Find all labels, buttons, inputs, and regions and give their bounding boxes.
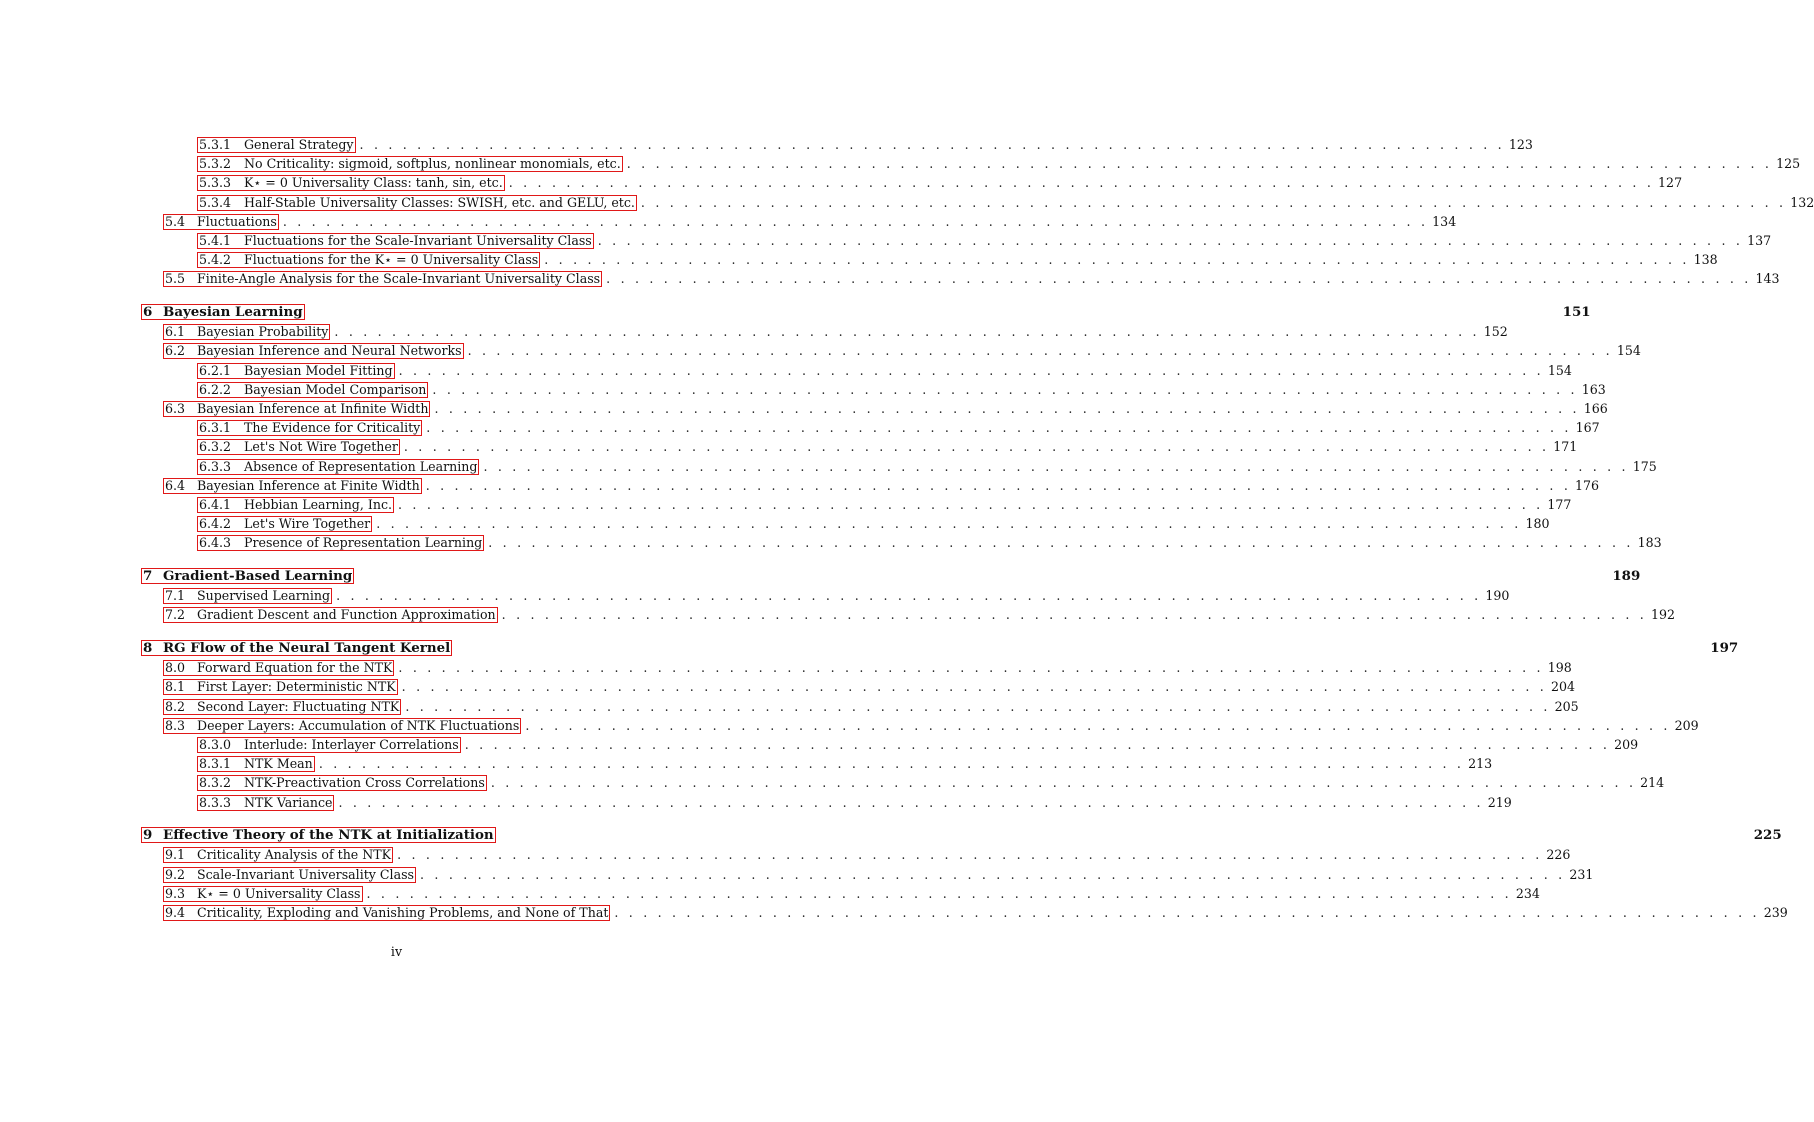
toc-entry-title: Scale-Invariant Universality Class	[197, 866, 415, 882]
toc-section-row	[141, 845, 1571, 864]
toc-entry-number: 5.3.4	[199, 194, 232, 210]
dot-leader: . . . . . . . . . . . . . . . . . . . . . . . . . . . . . . . . . . . . . . . . . . . . . . . . . . . . . . . . . . . . . . . . . . . . . . . . . . . . . . . .	[318, 756, 1465, 772]
toc-section-row	[141, 716, 1699, 735]
toc-page-number: 234	[1515, 885, 1540, 901]
toc-page-number: 137	[1747, 232, 1772, 248]
toc-entry-title: Supervised Learning	[197, 588, 331, 604]
dot-leader: . . . . . . . . . . . . . . . . . . . . . . . . . . . . . . . . . . . . . . . . . . . . . . . . . . . . . . . . . . . . . . . . . . . . . . . . . . . . . . . .	[501, 607, 1647, 623]
toc-subsection-row	[141, 173, 1683, 192]
toc-entry-number: 8.3.3	[199, 794, 232, 810]
toc-page-number: 132	[1790, 194, 1814, 210]
toc-entry-title: Bayesian Model Fitting	[244, 362, 393, 378]
toc-page-number: 219	[1487, 794, 1512, 810]
toc-page-number: 125	[1776, 156, 1801, 172]
toc-section-row	[141, 865, 1594, 884]
toc-subsection-row	[141, 380, 1606, 399]
toc-subsection-row	[141, 154, 1801, 173]
toc-entry-title: Presence of Representation Learning	[244, 535, 483, 551]
toc-link[interactable]	[163, 699, 401, 715]
toc-page-number: 214	[1640, 775, 1665, 791]
dot-leader: . . . . . . . . . . . . . . . . . . . . . . . . . . . . . . . . . . . . . . . . . . . . . . . . . . . . . . . . . . . . . . . . . . . . . . . . . . . . . . . .	[606, 271, 1752, 287]
toc-entry-number: 6.2.2	[199, 381, 232, 397]
toc-link[interactable]	[163, 401, 430, 417]
toc-link[interactable]	[197, 137, 356, 153]
toc-page-number: 204	[1550, 679, 1576, 695]
toc-entry-title: The Evidence for Criticality	[244, 420, 421, 436]
toc-entry-number: 8.0	[165, 660, 186, 676]
toc-page-number: 198	[1547, 660, 1572, 676]
dot-leader: . . . . . . . . . . . . . . . . . . . . . . . . . . . . . . . . . . . . . . . . . . . . . . . . . . . . . . . . . . . . . . . . . . . . . . . . . . . . . . . .	[488, 535, 1634, 551]
toc-page-number: 167	[1575, 420, 1600, 436]
dot-leader: . . . . . . . . . . . . . . . . . . . . . . . . . . . . . . . . . . . . . . . . . . . . . . . . . . . . . . . . . . . . . . . . . . . . . . . . . . . . . . . .	[376, 516, 1522, 532]
toc-link[interactable]	[197, 497, 394, 513]
toc-entry-number: 5.3.3	[199, 175, 232, 191]
toc-section-row	[141, 605, 1676, 624]
toc-section-row	[141, 322, 1508, 341]
toc-entry-title: Bayesian Model Comparison	[244, 381, 427, 397]
dot-leader: . . . . . . . . . . . . . . . . . . . . . . . . . . . . . . . . . . . . . . . . . . . . . . . . . . . . . . . . . . . . . . . . . . . . . . . . . . . . . . . .	[398, 496, 1544, 512]
dot-leader: . . . . . . . . . . . . . . . . . . . . . . . . . . . . . . . . . . . . . . . . . . . . . . . . . . . . . . . . . . . . . . . . . . . . . . . . . . . . . . . .	[336, 588, 1482, 604]
toc-link[interactable]	[163, 588, 332, 604]
toc-entry-number: 8.1	[165, 679, 186, 695]
toc-link[interactable]	[197, 195, 637, 211]
toc-entry-title: Half-Stable Universality Classes: SWISH, etc. and GELU, etc.	[244, 194, 635, 210]
toc-entry-number: 6.4	[165, 477, 186, 493]
toc-entry-title: Fluctuations for the Scale-Invariant Universality Class	[244, 232, 592, 248]
toc-entry-number: 6.4.2	[199, 516, 232, 532]
toc-subsection-row	[141, 457, 1657, 476]
toc-link[interactable]	[197, 252, 540, 268]
toc-entry-number: 5.3.1	[199, 137, 232, 152]
toc-entry-number: 5.4.2	[199, 252, 232, 268]
dot-leader: . . . . . . . . . . . . . . . . . . . . . . . . . . . . . . . . . . . . . . . . . . . . . . . . . . . . . . . . . . . . . . . . . . . . . . . . . . . . . . . .	[334, 324, 1480, 340]
toc-link[interactable]	[197, 175, 505, 191]
dot-leader: . . . . . . . . . . . . . . . . . . . . . . . . . . . . . . . . . . . . . . . . . . . . . . . . . . . . . . . . . . . . . . . . . . . . . . . . . . . . . . . .	[425, 477, 1572, 493]
toc-page-number: 209	[1614, 736, 1639, 752]
toc-entry-title: Criticality, Exploding and Vanishing Problems, and None of That	[197, 904, 609, 920]
toc-entry-number: 6.4.1	[199, 496, 232, 512]
toc-link[interactable]	[141, 568, 354, 584]
toc-entry-number: 6.2	[165, 343, 186, 359]
toc-subsection-row	[141, 533, 1662, 552]
toc-link[interactable]	[141, 640, 452, 656]
toc-entry-title: Fluctuations	[197, 213, 277, 229]
toc-subsection-row	[141, 773, 1665, 792]
dot-leader: . . . . . . . . . . . . . . . . . . . . . . . . . . . . . . . . . . . . . . . . . . . . . . . . . . . . . . . . . . . . . . . . . . . . . . . . . . . . . . . .	[434, 400, 1580, 416]
toc-page-number: 190	[1485, 588, 1510, 604]
toc-link[interactable]	[197, 439, 400, 455]
toc-chapter-row	[141, 639, 1739, 658]
toc-page-number: 143	[1755, 271, 1780, 287]
toc-page-number: 209	[1674, 717, 1699, 733]
toc-subsection-row	[141, 495, 1572, 514]
toc-subsection-row	[141, 735, 1639, 754]
toc-entry-number: 6.1	[165, 324, 186, 340]
toc-page-number: 154	[1616, 343, 1641, 359]
toc-entry-title: Gradient Descent and Function Approximation	[197, 607, 496, 623]
toc-entry-title: No Criticality: sigmoid, softplus, nonlinear monomials, etc.	[244, 156, 621, 172]
toc-entry-title: NTK-Preactivation Cross Correlations	[244, 775, 485, 791]
toc-link[interactable]	[197, 382, 428, 398]
toc-entry-title: Second Layer: Fluctuating NTK	[197, 698, 400, 714]
toc-link[interactable]	[197, 756, 315, 772]
toc-link[interactable]	[163, 343, 464, 359]
toc-entry-number: 5.5	[165, 271, 186, 287]
toc-link[interactable]	[163, 660, 394, 676]
toc-page-number: 134	[1432, 213, 1457, 229]
dot-leader: . . . . . . . . . . . . . . . . . . . . . . . . . . . . . . . . . . . . . . . . . . . . . . . . . . . . . . . . . . . . . . . . . . . . . . . . . . . . . . . .	[640, 194, 1787, 210]
toc-page-number: 138	[1693, 252, 1718, 268]
toc-link[interactable]	[197, 363, 395, 379]
dot-leader: . . . . . . . . . . . . . . . . . . . . . . . . . . . . . . . . . . . . . . . . . . . . . . . . . . . . . . . . . . . . . . . . . . . . . . . . . . . . . . . .	[508, 175, 1655, 191]
toc-page-number: 213	[1468, 756, 1493, 772]
toc-entry-number: 5.3.2	[199, 156, 232, 172]
toc-entry-title: Gradient-Based Learning	[163, 567, 353, 584]
toc-link[interactable]	[197, 420, 422, 436]
dot-leader: . . . . . . . . . . . . . . . . . . . . . . . . . . . . . . . . . . . . . . . . . . . . . . . . . . . . . . . . . . . . . . . . . . . . . . . . . . . . . . . .	[403, 439, 1550, 455]
toc-page-number: 171	[1553, 439, 1578, 455]
toc-entry-number: 9.2	[165, 866, 186, 882]
toc-entry-number: 6.3.1	[199, 420, 232, 436]
dot-leader: . . . . . . . . . . . . . . . . . . . . . . . . . . . . . . . . . . . . . . . . . . . . . . . . . . . . . . . . . . . . . . . . . . . . . . . . . . . . . . . .	[626, 156, 1773, 172]
toc-section-row	[141, 697, 1579, 716]
toc-entry-number: 8.3.0	[199, 736, 232, 752]
toc-link[interactable]	[197, 795, 334, 811]
toc-link[interactable]	[163, 271, 602, 287]
dot-leader: . . . . . . . . . . . . . . . . . . . . . . . . . . . . . . . . . . . . . . . . . . . . . . . . . . . . . . . . . . . . . . . . . . . . . . . . . . . . . . . .	[597, 232, 1744, 248]
dot-leader: . . . . . . . . . . . . . . . . . . . . . . . . . . . . . . . . . . . . . . . . . . . . . . . . . . . . . . . . . . . . . . . . . . . . . . . . . . . . . . . .	[426, 420, 1572, 436]
toc-link[interactable]	[197, 535, 484, 551]
toc-page-number: 231	[1569, 866, 1594, 882]
toc-link[interactable]	[163, 867, 416, 883]
dot-leader: . . . . . . . . . . . . . . . . . . . . . . . . . . . . . . . . . . . . . . . . . . . . . . . . . . . . . . . . . . . . . . . . . . . . . . . . . . . . . . . .	[397, 847, 1543, 863]
toc-link[interactable]	[163, 679, 398, 695]
toc-page-number: 189	[1612, 567, 1641, 584]
toc-entry-number: 9	[143, 827, 153, 844]
toc-page-number: 225	[1753, 827, 1782, 844]
dot-leader: . . . . . . . . . . . . . . . . . . . . . . . . . . . . . . . . . . . . . . . . . . . . . . . . . . . . . . . . . . . . . . . . . . . . . . . . . . . . . . . .	[405, 698, 1551, 714]
toc-link[interactable]	[197, 156, 623, 172]
toc-entry-number: 9.4	[165, 904, 186, 920]
toc-entry-title: Forward Equation for the NTK	[197, 660, 393, 676]
toc-entry-title: General Strategy	[244, 137, 354, 152]
dot-leader: . . . . . . . . . . . . . . . . . . . . . . . . . . . . . . . . . . . . . . . . . . . . . . . . . . . . . . . . . . . . . . . . . . . . . . . . . . . . . . . .	[432, 381, 1578, 397]
toc-entry-number: 6.3.3	[199, 458, 232, 474]
toc-entry-number: 6.4.3	[199, 535, 232, 551]
toc-entry-title: Let's Wire Together	[244, 516, 371, 532]
toc-entry-number: 5.4	[165, 213, 186, 229]
toc-page-number: 175	[1632, 458, 1657, 474]
toc-link[interactable]	[141, 304, 305, 320]
toc-link[interactable]	[163, 324, 330, 340]
toc-section-row	[141, 399, 1608, 418]
toc-section-row	[141, 884, 1540, 903]
toc-entry-title: Fluctuations for the K⋆ = 0 Universality Class	[244, 252, 539, 268]
toc-page-number: 192	[1650, 607, 1676, 623]
toc-subsection-row	[141, 361, 1572, 380]
toc-entry-number: 8.3.2	[199, 775, 232, 791]
toc-entry-title: K⋆ = 0 Universality Class: tanh, sin, etc.	[244, 175, 503, 191]
toc-entry-number: 8.2	[165, 698, 186, 714]
toc-page-number: 239	[1763, 904, 1788, 920]
dot-leader: . . . . . . . . . . . . . . . . . . . . . . . . . . . . . . . . . . . . . . . . . . . . . . . . . . . . . . . . . . . . . . . . . . . . . . . . . . . . . . . .	[467, 343, 1613, 359]
toc-chapter-row	[141, 303, 1591, 322]
dot-leader: . . . . . . . . . . . . . . . . . . . . . . . . . . . . . . . . . . . . . . . . . . . . . . . . . . . . . . . . . . . . . . . . . . . . . . . . . . . . . . . .	[398, 362, 1544, 378]
toc-entry-number: 9.1	[165, 847, 186, 863]
toc-entry-number: 6	[143, 304, 153, 320]
dot-leader: . . . . . . . . . . . . . . . . . . . . . . . . . . . . . . . . . . . . . . . . . . . . . . . . . . . . . . . . . . . . . . . . . . . . . . . . . . . . . . . .	[282, 213, 1429, 229]
toc-entry-number: 7.1	[165, 588, 186, 604]
toc-subsection-row	[141, 135, 1533, 154]
toc-entry-number: 7.2	[165, 607, 186, 623]
toc-entry-number: 8	[143, 640, 153, 656]
toc-subsection-row	[141, 514, 1550, 533]
toc-page-number: 123	[1508, 137, 1533, 152]
dot-leader: . . . . . . . . . . . . . . . . . . . . . . . . . . . . . . . . . . . . . . . . . . . . . . . . . . . . . . . . . . . . . . . . . . . . . . . . . . . . . . . .	[366, 885, 1512, 901]
toc-entry-title: Deeper Layers: Accumulation of NTK Fluctuations	[197, 717, 520, 733]
toc-entry-title: Let's Not Wire Together	[244, 439, 398, 455]
dot-leader: . . . . . . . . . . . . . . . . . . . . . . . . . . . . . . . . . . . . . . . . . . . . . . . . . . . . . . . . . . . . . . . . . . . . . . . . . . . . . . . .	[544, 252, 1690, 268]
toc-subsection-row	[141, 793, 1512, 812]
dot-leader: . . . . . . . . . . . . . . . . . . . . . . . . . . . . . . . . . . . . . . . . . . . . . . . . . . . . . . . . . . . . . . . . . . . . . . . . . . . . . . . .	[490, 775, 1637, 791]
toc-page-number: 180	[1525, 516, 1550, 532]
toc-page-number: 127	[1658, 175, 1683, 191]
dot-leader: . . . . . . . . . . . . . . . . . . . . . . . . . . . . . . . . . . . . . . . . . . . . . . . . . . . . . . . . . . . . . . . . . . . . . . . . . . . . . . . .	[483, 458, 1629, 474]
toc-entry-number: 6.2.1	[199, 362, 232, 378]
toc-entry-title: NTK Mean	[244, 756, 313, 772]
toc-entry-title: RG Flow of the Neural Tangent Kernel	[163, 640, 451, 656]
toc-chapter-row	[141, 567, 1641, 586]
toc-link[interactable]	[163, 847, 393, 863]
toc-link[interactable]	[163, 478, 422, 494]
toc-section-row	[141, 677, 1576, 696]
toc-subsection-row	[141, 437, 1578, 456]
toc-link[interactable]	[163, 886, 363, 902]
toc-page-number: 154	[1547, 362, 1572, 378]
toc-section-row	[141, 212, 1457, 231]
toc-page-number: 183	[1637, 535, 1662, 551]
toc-section-row	[141, 586, 1510, 605]
toc-entry-number: 6.3.2	[199, 439, 232, 455]
toc-link[interactable]	[163, 214, 279, 230]
toc-page-number: 163	[1581, 381, 1606, 397]
toc-page-number: 151	[1562, 304, 1591, 320]
toc-section-row	[141, 341, 1641, 360]
toc-entry-title: Bayesian Learning	[163, 304, 303, 320]
toc-entry-title: Effective Theory of the NTK at Initialization	[163, 827, 494, 844]
toc-entry-title: Hebbian Learning, Inc.	[244, 496, 393, 512]
table-of-contents	[141, 135, 1814, 922]
dot-leader: . . . . . . . . . . . . . . . . . . . . . . . . . . . . . . . . . . . . . . . . . . . . . . . . . . . . . . . . . . . . . . . . . . . . . . . . . . . . . . . .	[338, 794, 1484, 810]
toc-page-number: 197	[1710, 640, 1739, 656]
toc-link[interactable]	[197, 516, 372, 532]
toc-link[interactable]	[163, 607, 498, 623]
toc-section-row	[141, 476, 1600, 495]
toc-subsection-row	[141, 193, 1814, 212]
toc-entry-title: K⋆ = 0 Universality Class	[197, 885, 361, 901]
toc-subsection-row	[141, 231, 1772, 250]
toc-link[interactable]	[163, 718, 521, 734]
toc-section-row	[141, 658, 1572, 677]
toc-page-number: 205	[1554, 698, 1579, 714]
toc-link[interactable]	[163, 905, 610, 921]
toc-subsection-row	[141, 418, 1600, 437]
toc-link[interactable]	[197, 233, 594, 249]
toc-link[interactable]	[197, 737, 461, 753]
toc-section-row	[141, 269, 1780, 288]
toc-page-number: 152	[1483, 324, 1508, 340]
toc-entry-title: Interlude: Interlayer Correlations	[244, 736, 459, 752]
toc-subsection-row	[141, 250, 1718, 269]
toc-page-number: 177	[1547, 496, 1572, 512]
dot-leader: . . . . . . . . . . . . . . . . . . . . . . . . . . . . . . . . . . . . . . . . . . . . . . . . . . . . . . . . . . . . . . . . . . . . . . . . . . . . . . . .	[614, 904, 1760, 920]
toc-page-number: 226	[1546, 847, 1571, 863]
toc-entry-number: 9.3	[165, 885, 186, 901]
toc-entry-number: 7	[143, 567, 153, 584]
page-number: iv	[390, 944, 403, 959]
toc-page-number: 176	[1575, 477, 1600, 493]
toc-entry-title: First Layer: Deterministic NTK	[197, 679, 396, 695]
toc-subsection-row	[141, 754, 1493, 773]
toc-entry-title: Finite-Angle Analysis for the Scale-Invariant Universality Class	[197, 271, 601, 287]
toc-chapter-row	[141, 826, 1782, 845]
toc-entry-number: 6.3	[165, 400, 186, 416]
toc-entry-number: 8.3	[165, 717, 186, 733]
toc-entry-number: 8.3.1	[199, 756, 232, 772]
dot-leader: . . . . . . . . . . . . . . . . . . . . . . . . . . . . . . . . . . . . . . . . . . . . . . . . . . . . . . . . . . . . . . . . . . . . . . . . . . . . . . . .	[464, 736, 1611, 752]
toc-entry-title: Bayesian Inference at Infinite Width	[197, 400, 429, 416]
toc-entry-number: 5.4.1	[199, 232, 232, 248]
toc-link[interactable]	[141, 827, 496, 843]
dot-leader: . . . . . . . . . . . . . . . . . . . . . . . . . . . . . . . . . . . . . . . . . . . . . . . . . . . . . . . . . . . . . . . . . . . . . . . . . . . . . . . .	[420, 866, 1566, 882]
toc-entry-title: NTK Variance	[244, 794, 333, 810]
toc-entry-title: Bayesian Inference at Finite Width	[197, 477, 420, 493]
toc-entry-title: Bayesian Probability	[197, 324, 329, 340]
toc-entry-title: Criticality Analysis of the NTK	[197, 847, 392, 863]
toc-link[interactable]	[197, 459, 479, 475]
toc-page-number: 166	[1583, 400, 1608, 416]
dot-leader: . . . . . . . . . . . . . . . . . . . . . . . . . . . . . . . . . . . . . . . . . . . . . . . . . . . . . . . . . . . . . . . . . . . . . . . . . . . . . . . .	[525, 717, 1671, 733]
toc-entry-title: Absence of Representation Learning	[244, 458, 478, 474]
dot-leader: . . . . . . . . . . . . . . . . . . . . . . . . . . . . . . . . . . . . . . . . . . . . . . . . . . . . . . . . . . . . . . . . . . . . . . . . . . . . . . . .	[401, 679, 1547, 695]
dot-leader: . . . . . . . . . . . . . . . . . . . . . . . . . . . . . . . . . . . . . . . . . . . . . . . . . . . . . . . . . . . . . . . . . . . . . . . . . . . . . . . .	[359, 137, 1505, 152]
toc-link[interactable]	[197, 775, 487, 791]
toc-section-row	[141, 903, 1788, 922]
toc-entry-title: Bayesian Inference and Neural Networks	[197, 343, 462, 359]
dot-leader: . . . . . . . . . . . . . . . . . . . . . . . . . . . . . . . . . . . . . . . . . . . . . . . . . . . . . . . . . . . . . . . . . . . . . . . . . . . . . . . .	[398, 660, 1544, 676]
